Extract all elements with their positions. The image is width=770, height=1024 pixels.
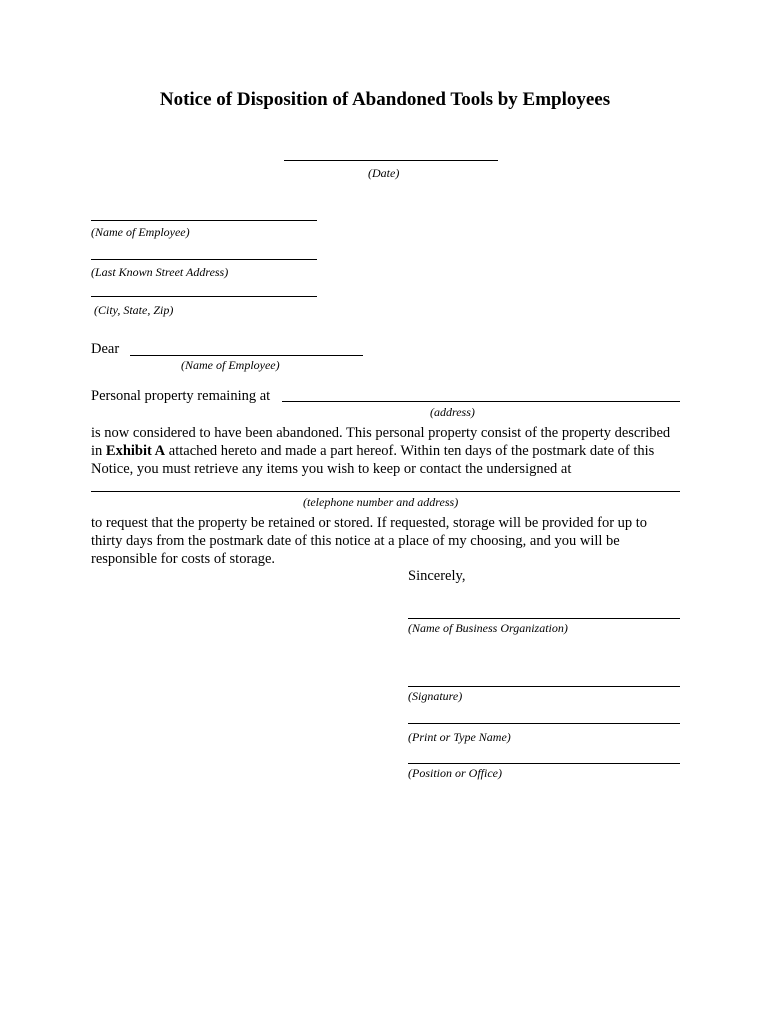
body-paragraph-1 xyxy=(91,424,681,478)
print-name-caption: (Print or Type Name) xyxy=(408,730,511,744)
city-state-zip-caption: (City, State, Zip) xyxy=(94,303,174,317)
city-state-zip-line[interactable] xyxy=(91,296,317,297)
exhibit-reference: Exhibit A xyxy=(105,443,166,459)
employee-name-line[interactable] xyxy=(91,220,317,221)
street-address-line[interactable] xyxy=(91,259,317,260)
salutation-name-line[interactable] xyxy=(130,355,363,356)
document-title: Notice of Disposition of Abandoned Tools by Employees xyxy=(159,89,611,110)
contact-line[interactable] xyxy=(91,491,680,492)
property-lead-text: Personal property remaining at xyxy=(91,388,271,404)
property-address-caption: (address) xyxy=(430,405,475,419)
salutation-name-caption: (Name of Employee) xyxy=(181,358,280,372)
closing-text: Sincerely, xyxy=(408,568,466,584)
print-name-line[interactable] xyxy=(408,723,680,724)
body-paragraph-1-part2: attached hereto and made a part hereof. Within ten days of the postmark date of this Notice, you must retrieve any items you wish to keep or contact the undersigned at xyxy=(91,443,655,477)
street-address-caption: (Last Known Street Address) xyxy=(91,265,229,279)
body-paragraph-2: to request that the property be retained or stored. If requested, storage will be provided for up to thirty days from the postmark date of this notice at a place of my choosing, and you will be responsible for costs of storage. xyxy=(91,515,648,567)
salutation-word: Dear xyxy=(91,341,120,357)
position-line[interactable] xyxy=(408,763,680,764)
date-line[interactable] xyxy=(284,160,498,161)
employee-name-caption: (Name of Employee) xyxy=(91,225,190,239)
contact-caption: (telephone number and address) xyxy=(303,495,459,509)
body-paragraph-1-part1: is now considered to have been abandoned. This personal property consist of the property described in xyxy=(91,425,671,459)
business-name-caption: (Name of Business Organization) xyxy=(408,621,568,635)
signature-line[interactable] xyxy=(408,686,680,687)
signature-caption: (Signature) xyxy=(408,689,463,703)
business-name-line[interactable] xyxy=(408,618,680,619)
position-caption: (Position or Office) xyxy=(408,766,502,780)
date-caption: (Date) xyxy=(368,166,400,180)
property-address-line[interactable] xyxy=(282,401,680,402)
